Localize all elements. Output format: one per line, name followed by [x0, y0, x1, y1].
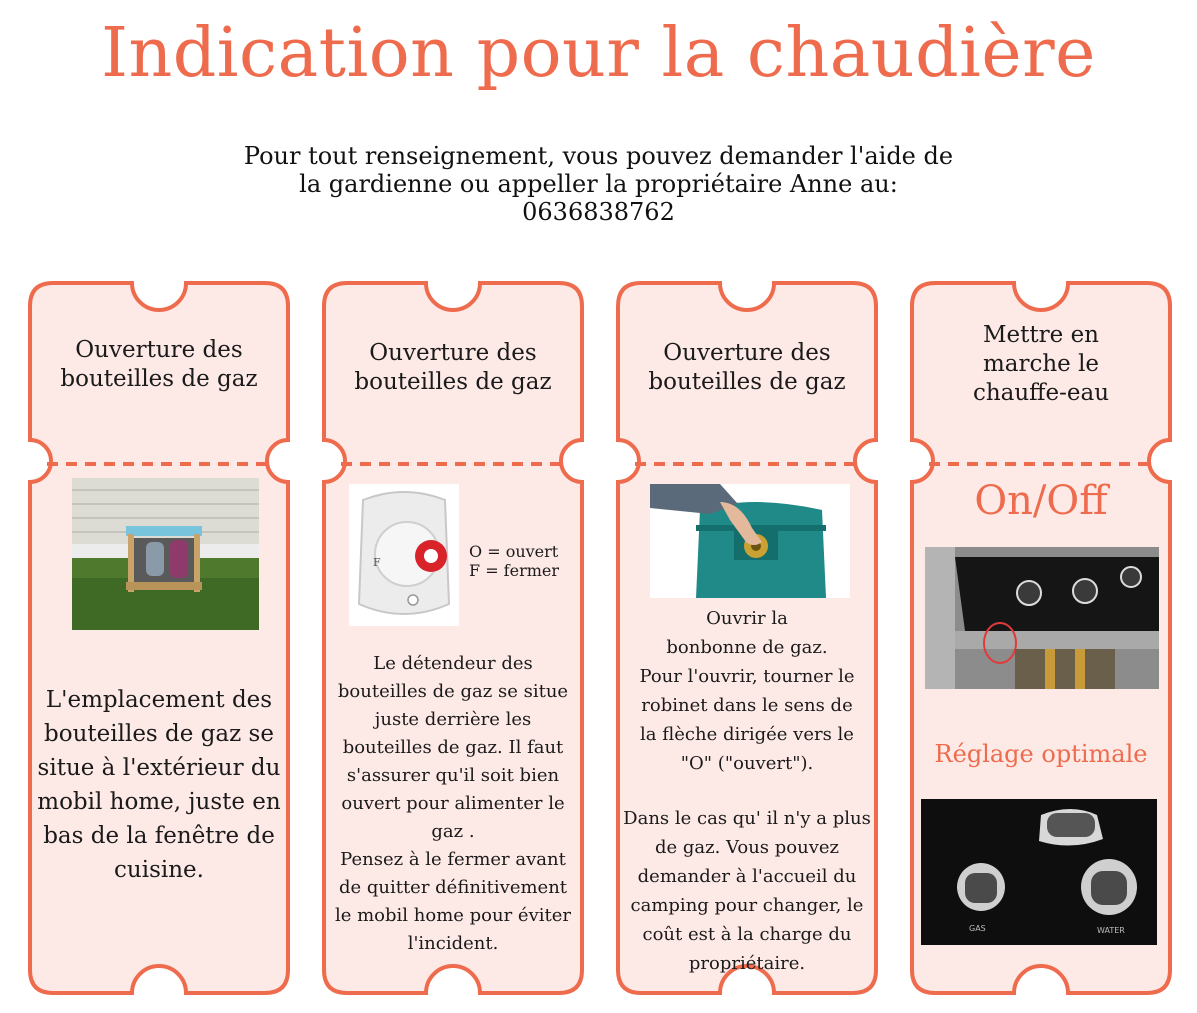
description-part-2: Pour l'ouvrir, tourner le robinet dans le sens de la flèche dirigée vers le "O" ("ouvert").: [639, 666, 855, 774]
setting-label: Réglage optimale: [934, 740, 1148, 768]
intro-text: [180, 142, 1017, 226]
legend-open: O = ouvert: [469, 542, 559, 561]
intro-line-2: la gardienne ou appeller la propriétaire Anne au:: [299, 170, 898, 198]
gas-regulator-image: [349, 484, 459, 626]
card-title: Ouverture des bouteilles de gaz: [354, 340, 552, 395]
description-part-2: Pensez à le fermer avant de quitter définitivement le mobil home pour éviter l'incident.: [334, 849, 571, 954]
knob-label-gas: GAS: [969, 924, 986, 933]
regulator-legend: [469, 542, 559, 580]
card-gas-location: [27, 280, 291, 996]
svg-text:F: F: [373, 556, 381, 569]
card-gas-valve: [615, 280, 879, 996]
card-title: Ouverture des bouteilles de gaz: [648, 340, 846, 395]
card-description: L'emplacement des bouteilles de gaz se situe à l'extérieur du mobil home, juste en bas de la fenêtre de cuisine.: [37, 687, 281, 883]
phone-number: 0636838762: [522, 198, 675, 226]
card-title: Ouverture des bouteilles de gaz: [60, 337, 258, 392]
description-part-1: Le détendeur des bouteilles de gaz se situe juste derrière les bouteilles de gaz. Il faut s'assurer qu'il soit bien ouvert pour alimenter le gaz .: [337, 653, 569, 842]
description-part-3: Dans le cas qu' il n'y a plus de gaz. Vous pouvez demander à l'accueil du camping pour changer, le coût est à la charge du propriétaire.: [623, 808, 871, 974]
gas-bottle-valve-image: [650, 484, 850, 598]
card-description: [623, 604, 871, 978]
water-heater-onoff-image: [925, 547, 1159, 689]
card-title: Mettre en marche le chauffe-eau: [972, 322, 1110, 406]
onoff-label: On/Off: [974, 478, 1108, 524]
card-description: [329, 650, 577, 958]
legend-close: F = fermer: [469, 561, 560, 580]
intro-line-1: Pour tout renseignement, vous pouvez demander l'aide de: [243, 142, 954, 170]
page-title: Indication pour la chaudière: [101, 14, 1096, 93]
water-heater-settings-image: [921, 799, 1157, 945]
card-water-heater: [909, 280, 1173, 996]
knob-label-water: WATER: [1097, 926, 1125, 935]
gas-bottle-shelter-image: [72, 478, 259, 630]
card-gas-regulator: [321, 280, 585, 996]
description-part-1: Ouvrir la bonbonne de gaz.: [666, 608, 828, 658]
